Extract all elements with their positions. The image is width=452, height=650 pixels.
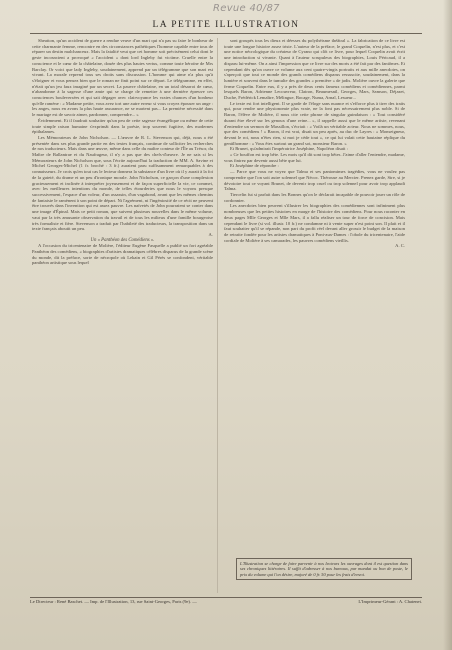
page-header-title: LA PETITE ILLUSTRATION	[152, 20, 300, 30]
right-signature: A. C.	[395, 243, 405, 249]
right-paragraph-2: Le texte est fort intelligent. Il se garde de l'éloge sans nuance et s'efforce plus à tirer des traits qui, pour rendre une physionomie plus vraie, ne la font pas nécessairement plus noble. Si de Baron, l'élève de Molière, il nous cite cette phrase de singular guindaison : « Tout considéré durant être élevé sur les genoux d'une reine... », il rappelle aussi que le même artiste, revenant d'entendre un sermon de Massillon, s'écriait : « Voilà un véritable acteur. Nous ne sommes, nous, que des comédiens ! » Baron, il est vrai, disait un peu après, au duc de Layres : « Monseigneur, devant le roi, nous n'êtes rien, si moi je cède tout », ce qui lui valait cette hautaine réplique du gentilhomme : « Vous êtes surtout un grand sot, monsieur Baron. »	[224, 100, 405, 146]
footer-rule	[30, 597, 422, 598]
section-paragraph: A l'occasion du tricentenaire de Molière, l'éditeur Eugène Fasquelle a publié un fort agréable Panthéon des comédiens, « biographies d'artistes dramatiques célèbres disparus de la grande scène du monde, dit la préface, sorte de nécropole où Lekain et Gil Pérès se confondent, véritable panthéon artistique sous lequel	[32, 243, 213, 266]
left-paragraph-1: Sheatton, qu'un accident de guerre a rendue veuve d'un mari qui n'a pas su faire le bonheur de cette charmante femme, rencontre en des circonstances pathétiques l'homme capable entre tous de réparer un destin malchanceux. Mais la fatalité veut que cet homme soit précisément celui dont le geste incosncient a provoqué « l'accident » dont lord Ingleby fut victime. Cruelle entre la conscience et le cœur de la châtelaine, douée des plus hautes vertus, comme toute héroïne de Mrs Barclay. Or voici que lady Ingleby, soudainement, apprend par un télégramme que son mari est vivant. La morale reprend tous ses droits sans discussion. L'homme qui aime n'a plus qu'à s'éloigner et vous pensez bien que le roman ne finit point sur ce départ. Le télégramme, en effet, n'était qu'un jeu faux imaginé par un secret. La pauvre châtelaine, en un total désarroi de cœur, n'abandonne à la sagesse d'une amie qui se charge de remettre à une dernière épreuve ces consciences bouleversées et qui sait dégager avec clairvoyance les vraies chances d'un bonheur qu'elle ramène : « Madame petite, vous avez tort une autre erreur si vous croyez épouser un ange : les anges, nous en avons la plus haute assurance, ne se marient pas... La première nécessité dans le mariage est de savoir aimer, pardonner, comprendre... »	[32, 38, 213, 118]
left-paragraph-3: Les Mémorateurs de John Nicholson. — L'œuvre de R. L. Stevenson qui, déjà, nous a été présentée dans ses plus grande partie en des textes français, continue de solliciter les recherches de nos traducteurs. Mais dans une œuvre, même dans celle du maître conteur de l'Île au Trésor, du Maître de Ballantrae et du Naufrageur, il n'y a pas que des chefs-d'œuvre. Je ne sais si les Mémorateurs de John Nicholson que, sous l'écrite aujourd'hui la traduction de MM. A. Savine et Michel Georges-Michel (1 fr. broché : 3 fr.) auraient paru suffisamment remarquables à des connaisseurs. Je crois qu'en tout cas le lecteur donnera la substance d'un livre où il y aurait à la foi de la gaieté, du drame et un peu d'ironique morale. John Nicholson, ce garçon d'une complexion gracieusement et inclinée à interpréter joyeusement et de façon superficielle la vie, ce commet, avec les meilleures intentions du monde, de telles étourderies que nous le voyons presque successivement, l'espace d'un voleur, d'un assassin, d'un vagabond, avant que les mêmes chemins de fantaisie le ramènent à son point de départ. Ni l'agrément, ni l'ingéniosité de ce récit ne peuvent être trouvés dans l'invention qui est assez pauvre. Les naïvetés de John pourraient se conter dans une image d'Épinal. Mais ce petit roman, que suivent plusieurs nouvelles dans le même volume, vaut par la très amusante observation du travail et de tous les milieux d'une famille bourgeoise très formaliste et fière. Stevenson a traduit par l'habileté des traducteurs, la transposition dans un texte français aboutit un peu.	[32, 134, 213, 232]
footer-right: L'Imprimeur-Gérant : A. Chatenet.	[358, 599, 422, 604]
pencil-annotation: Revue 40/87	[213, 3, 280, 14]
right-paragraph-1: sont groupés tous les dieux et déesses du polythéisme théâtral ». La fabrication de ce livre est toute une longue histoire assez triste. L'auteur de la préface, le grand Coquelin, n'est plus, et c'est une notice nécrologique du créateur de Cyrano qui clôt ce livre, pour lequel Coquelin avait écrit une introduction si vivante. Quant à l'auteur scrupuleux des biographies, Louis Péricaud, il a disparu lui-même. On a ainsi l'impression que ce livre sur des morts a été fait par des fantômes. Et cependant dès qu'on ouvre ce volume aux cent quatre-vingts portraits et aux mille anecdotes, on s'aperçoit que tout ce monde des grands comédiens disparus ressuscite, soudainement, dans la lumière et souvent dans le tumulte des grandes « première » de jadis. Molière ouvre la galerie que ferme Coquelin. Entre eux, il y a près de deux cents fameux comédiens et comédiennes, parmi lesquels Baron, Adrienne Lecouvreur, Clairon, Beaumesnil, Georges, Mars, Samson, Déjazet, Duche, Frédérick Lemaître, Mélingue, Bocage, Numa, Arnal, Lesueur...	[224, 38, 405, 101]
right-paragraph-4: « Ce bouffon est trop bête. Les mots qu'il dit sont trop bêtes. J'aime d'aller l'entendre, madame, vous finirez par devenir aussi bête que lui.	[224, 152, 405, 163]
header-rule	[30, 33, 422, 34]
footnote-box: L'Illustration se charge de faire parvenir à nos lecteurs les ouvrages dont il est question dans ses chroniques littéraires. Il suffit d'adresser à nos bureaux, par mandat ou bon de poste, le prix du volume qui l'on désire, majoré de 0 fr. 50 pour les frais d'envoi.	[236, 558, 412, 580]
left-column	[32, 38, 213, 266]
left-signature: A.	[208, 231, 213, 237]
left-paragraph-2: Évidemment. Et il faudrait souhaiter qu'un peu de cette sagesse évangélique ou même de cette toute simple raison humaine s'exprimât dans la poésie, trop souvent fugitive, des modernes épithalames.	[32, 117, 213, 135]
right-paragraph-7: Tiercelin fut si parfait dans les Bonnes qu'on le déclarait incapable de pouvoir jouer un rôle de cordonnier.	[224, 191, 405, 203]
section-title: Un « Panthéon des Comédiens ».	[90, 237, 155, 243]
column-divider	[217, 38, 218, 593]
right-column	[224, 38, 405, 249]
imprint-footer	[30, 599, 422, 604]
right-paragraph-6: — Parce que vous ne voyez que Talma et ses pantomimes tragédies, vous ne voulez pas comprendre que l'on soit autre solennel que Nécoc. Thérouse au Mercier. Prenez garde, Sire, si je dévotoire tout ce voyant Brunet, de devenir trop cruel ou trop solennel pour avoir trop applaudi Talma.	[224, 169, 405, 192]
footer-left: Le Directeur : René Baschet. — Imp. de l'Illustration, 13, rue Saint-Georges, Paris (9e). —	[30, 599, 197, 604]
right-paragraph-3: Et Brunet, qu'admirait l'impératrice Joséphine, Napoléon disait :	[230, 146, 348, 152]
right-paragraph-8: Les anecdotes bien peuvent s'illustrer les biographies des comédiennes sont infiniment plus nombreuses que les petites histoires en marge de l'histoire des comédiens. Pour nous raconter en deux pages Mlle Georges et Mlle Mars, il a fallu réaliser un tour de force de concision. Mais cependant le livre (si vol. illustr. 10 fr.) ne condamne ni à vente super n'est point son. Il plait et il faut souhaiter qu'il se répande, non part du profit réel devant aller grossir le budget de la maison de retraite fondée pour les artistes dramatiques à Pont-aux-Dames : l'obole du tricentenaire, l'aide cordiale de Molière à ses camarades, les pauvres comédiens vieillis.	[224, 203, 405, 243]
right-paragraph-5: Et Joséphine de répondre :	[230, 163, 279, 169]
page-edge-shadow	[443, 0, 452, 650]
